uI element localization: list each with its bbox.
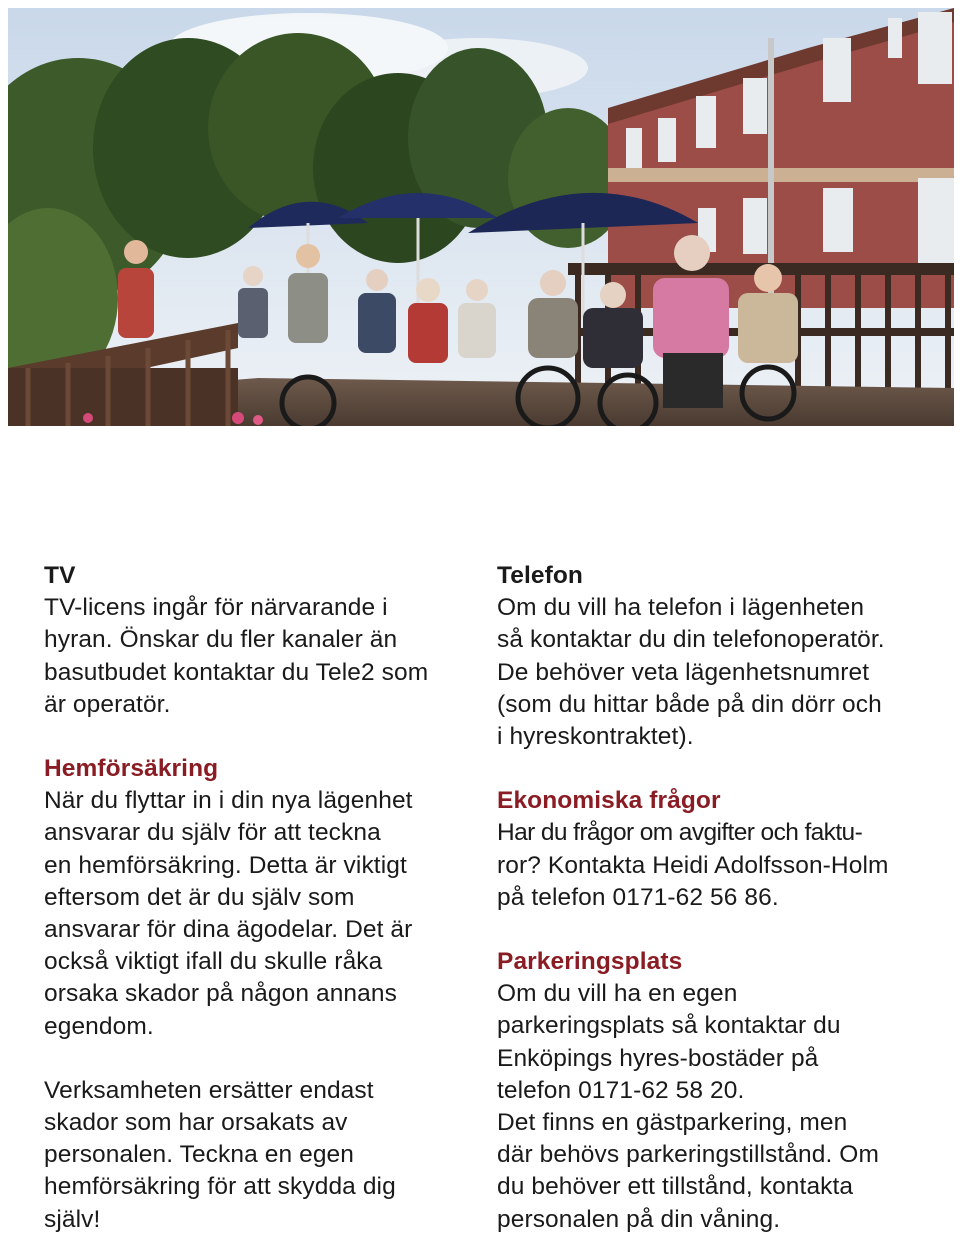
hem-line-3: en hemförsäkring. Detta är viktigt	[44, 851, 407, 879]
tv-line-1: TV-licens ingår för närvarande i	[44, 594, 388, 622]
hem-line-11: personalen. Teckna en egen	[44, 1141, 354, 1169]
hem-line-9: Verksamheten ersätter endast	[44, 1076, 374, 1104]
paragraph-gap	[44, 1043, 464, 1075]
hem-line-13: själv!	[44, 1205, 101, 1233]
section-hemforsakring	[44, 753, 464, 1234]
right-column	[497, 560, 937, 1234]
heading-parkering: Parkeringsplats	[497, 948, 683, 976]
section-parkering	[497, 946, 937, 1234]
section-ekonomiska	[497, 785, 937, 914]
tel-line-2: så kontaktar du din telefonoperatör.	[497, 626, 885, 654]
section-tv	[44, 560, 464, 721]
park-line-2: parkeringsplats så kontaktar du	[497, 1012, 841, 1040]
tv-line-3: basutbudet kontaktar du Tele2 som	[44, 658, 429, 686]
hem-line-10: skador som har orsakats av	[44, 1109, 348, 1137]
tel-line-1: Om du vill ha telefon i lägenheten	[497, 594, 865, 622]
heading-telefon: Telefon	[497, 562, 583, 589]
terrace-photo-illustration	[8, 8, 954, 426]
tel-line-3: De behöver veta lägenhetsnumret	[497, 658, 870, 686]
eko-line-3: på telefon 0171-62 56 86.	[497, 883, 779, 911]
eko-line-1: Har du frågor om avgifter och faktu-	[497, 819, 863, 847]
heading-tv: TV	[44, 562, 76, 589]
hem-line-12: hemförsäkring för att skydda dig	[44, 1173, 396, 1201]
park-line-7: du behöver ett tillstånd, kontakta	[497, 1173, 854, 1201]
park-line-4: telefon 0171-62 58 20.	[497, 1076, 745, 1104]
hem-line-6: också viktigt ifall du skulle råka	[44, 948, 383, 976]
hem-line-1: När du flyttar in i din nya lägenhet	[44, 787, 413, 815]
tv-line-2: hyran. Önskar du fler kanaler än	[44, 626, 398, 654]
hem-line-2: ansvarar du själv för att teckna	[44, 819, 381, 847]
tel-line-5: i hyreskontraktet).	[497, 723, 694, 751]
hem-line-7: orsaka skador på någon annans	[44, 980, 397, 1008]
hem-line-5: ansvarar för dina ägodelar. Det är	[44, 916, 413, 944]
park-line-1: Om du vill ha en egen	[497, 980, 738, 1008]
park-line-8: personalen på din våning.	[497, 1205, 781, 1233]
park-line-5: Det finns en gästparkering, men	[497, 1109, 848, 1137]
hem-line-8: egendom.	[44, 1012, 154, 1040]
tv-line-4: är operatör.	[44, 690, 171, 718]
section-telefon	[497, 560, 937, 753]
heading-ekonomiska: Ekonomiska frågor	[497, 787, 721, 815]
park-line-3: Enköpings hyres-bostäder på	[497, 1044, 819, 1072]
eko-line-2: ror? Kontakta Heidi Adolfsson-Holm	[497, 851, 889, 879]
park-line-6: där behövs parkeringstillstånd. Om	[497, 1141, 879, 1169]
left-column	[44, 560, 464, 1234]
terrace-photo	[8, 8, 954, 426]
tel-line-4: (som du hittar både på din dörr och	[497, 690, 882, 718]
heading-hemforsakring: Hemförsäkring	[44, 755, 219, 783]
hem-line-4: eftersom det är du själv som	[44, 883, 355, 911]
